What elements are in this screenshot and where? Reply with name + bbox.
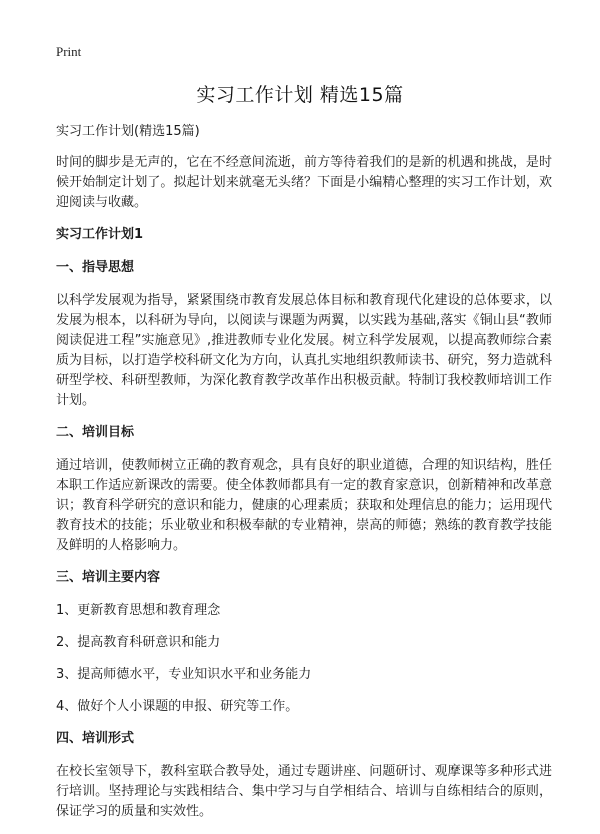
- section-heading-training-form: 四、培训形式: [56, 731, 135, 746]
- document-body: [56, 122, 552, 834]
- list-item: 1、更新教育思想和教育理念: [56, 603, 221, 618]
- document-subtitle: 实习工作计划(精选15篇): [56, 124, 200, 139]
- list-item: 2、提高教育科研意识和能力: [56, 635, 221, 650]
- section-heading-training-content: 三、培训主要内容: [56, 570, 161, 585]
- plan-heading: 实习工作计划1: [56, 227, 144, 242]
- section-paragraph-training-goals: 通过培训，使教师树立正确的教育观念，具有良好的职业道德，合理的知识结构，胜任本职工作适应新课改的需要。使全体教师都具有一定的教育家意识，创新精神和改革意识；教育科学研究的意识和能力，健康的心理素质；获取和处理信息的能力；运用现代教育技术的技能；乐业敬业和积极奉献的专业精神，崇高的师德；熟练的教育教学技能及鲜明的人格影响力。: [56, 458, 552, 553]
- section-paragraph-training-form: 在校长室领导下，教科室联合教导处，通过专题讲座、问题研讨、观摩课等多种形式进行培训。坚持理论与实践相结合、集中学习与自学相结合、培训与自练相结合的原则，保证学习的质量和实效性。: [56, 764, 552, 819]
- page-title: 实习工作计划 精选15篇: [196, 84, 404, 106]
- print-label[interactable]: Print: [56, 44, 82, 59]
- section-paragraph-guiding-ideology: 以科学发展观为指导，紧紧围绕市教育发展总体目标和教育现代化建设的总体要求，以发展为根本，以科研为导向，以阅读与课题为两翼，以实践为基础,落实《铜山县“教师阅读促进工程”实施意见》,推进教师专业化发展。树立科学发展观，以提高教师综合素质为目标，以打造学校科研文化为方向，认真扎实地组织教师读书、研究，努力造就科研型学校、科研型教师，为深化教育教学改革作出积极贡献。特制订我校教师培训工作计划。: [56, 293, 552, 408]
- list-item: 3、提高师德水平，专业知识水平和业务能力: [56, 667, 312, 682]
- section-heading-guiding-ideology: 一、指导思想: [56, 260, 135, 275]
- section-heading-training-goals: 二、培训目标: [56, 425, 135, 440]
- list-item: 4、做好个人小课题的申报、研究等工作。: [56, 699, 299, 714]
- intro-paragraph: 时间的脚步是无声的，它在不经意间流逝，前方等待着我们的是新的机遇和挑战，是时候开始制定计划了。拟起计划来就毫无头绪？下面是小编精心整理的实习工作计划，欢迎阅读与收藏。: [56, 155, 552, 210]
